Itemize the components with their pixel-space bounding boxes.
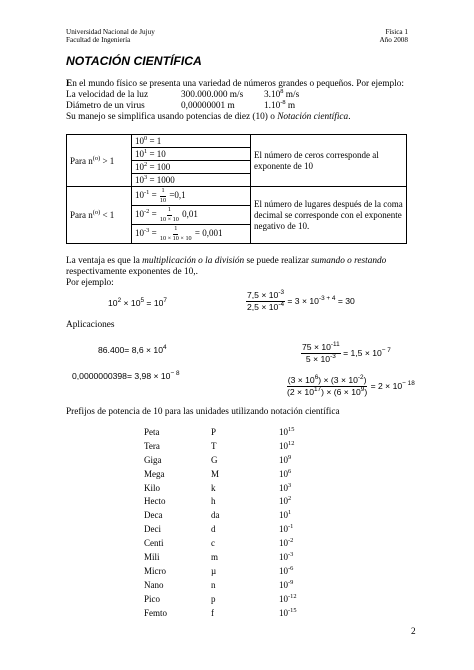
prefix-name: Centi	[144, 538, 164, 549]
prefix-name: Hecto	[144, 496, 166, 507]
prefix-power: $10^1$	[279, 509, 292, 521]
prefix-power: $10^{-2}$	[279, 537, 294, 549]
negative-description: El número de lugares después de la coma decimal se corresponde con el exponente negativo de 10.	[251, 187, 407, 244]
power-cell: $10^{-2}$ = $\frac{1}{10 \times 10}$ 0,01	[132, 206, 251, 225]
application-4: $\frac{(3 \times 10^6) \times (3 \times 10^{-2})}{(2 \times 10^{17}) \times (6 \times 10^9)}$ = $2 \times 10^{- 18}$	[287, 374, 415, 398]
prefix-symbol: M	[211, 468, 220, 479]
multiplication-example: $10^2 \times 10^5 = 10^7$	[108, 297, 167, 308]
intro-text: n el mundo físico se presenta una variedad de números grandes o pequeños. Por ejemplo:	[72, 79, 404, 89]
prefix-power: $10^6$	[279, 467, 292, 479]
power-cell: $10^{-3}$ = $\frac{1}{10 \times 10 \times 10}$ = 0,001	[132, 225, 251, 244]
power-cell: $10^1 = 10$	[132, 148, 251, 161]
prefixes-table	[144, 425, 297, 619]
prefix-row	[144, 425, 297, 439]
prefixes-title: Prefijos de potencia de 10 para las unidades utilizando notación científica	[66, 407, 340, 417]
light-speed-label: La velocidad de la luz	[66, 90, 149, 100]
prefix-name: Nano	[144, 579, 164, 590]
handling-text: Su manejo se simplifica usando potencias de diez (10) o Notación científica.	[66, 112, 351, 122]
prefix-name: Micro	[144, 565, 166, 576]
prefix-power: $10^3$	[279, 481, 292, 493]
prefix-row	[144, 453, 297, 467]
prefix-symbol: G	[211, 454, 218, 465]
prefix-row	[144, 550, 297, 564]
prefix-symbol: P	[211, 426, 217, 437]
prefix-name: Deca	[144, 510, 163, 521]
prefix-row	[144, 536, 297, 550]
positive-description: El número de ceros corresponde al exponente de 10	[251, 135, 407, 187]
prefix-name: Femto	[144, 607, 168, 618]
application-1: $86.400= 8,6 \times 10^4$	[98, 344, 167, 355]
application-3: $\frac{75 \times 10^{-11}}{5 \times 10^{-3}}$ = $1,5 \times 10^{- 7}$	[302, 341, 391, 365]
power-cell: $10^2 = 100$	[132, 161, 251, 174]
prefix-power: $10^{-9}$	[279, 578, 294, 590]
prefix-symbol: h	[211, 496, 216, 507]
dropcap: E	[66, 79, 73, 89]
light-speed-value: 300.000.000 m/s	[181, 90, 244, 100]
prefix-row	[144, 606, 297, 620]
prefix-symbol: m	[211, 551, 219, 562]
prefix-symbol: p	[211, 593, 216, 604]
prefix-power: $10^{-6}$	[279, 564, 294, 576]
prefix-row	[144, 494, 297, 508]
prefix-power: $10^{-3}$	[279, 550, 294, 562]
course-year: Año 2008	[379, 36, 408, 45]
table-row	[67, 187, 407, 206]
faculty-name: Facultad de Ingeniería	[66, 36, 131, 45]
page-number: 2	[411, 627, 416, 637]
virus-sci: $1.10^{-8}$ m	[264, 98, 296, 111]
power-cell: $10^3 = 1000$	[132, 174, 251, 187]
intro-paragraph	[66, 79, 404, 90]
prefix-row	[144, 578, 297, 592]
light-speed-sci: 3.10$^8$ m/s	[264, 87, 300, 100]
prefix-name: Kilo	[144, 482, 161, 493]
example-label: Por ejemplo:	[66, 278, 114, 288]
virus-value: 0,00000001 m	[181, 101, 235, 111]
prefix-symbol: c	[211, 538, 215, 549]
prefix-row	[144, 467, 297, 481]
prefix-symbol: k	[211, 482, 216, 493]
prefix-name: Giga	[144, 454, 162, 465]
header-left	[66, 28, 155, 45]
prefix-symbol: n	[211, 579, 216, 590]
prefix-row	[144, 564, 297, 578]
prefix-symbol: T	[211, 440, 217, 451]
virus-label: Diámetro de un virus	[66, 101, 145, 111]
power-cell: $10^{-1}$ = $\frac{1}{10}$ =0,1	[132, 187, 251, 206]
prefix-name: Tera	[144, 440, 160, 451]
prefix-symbol: f	[211, 607, 214, 618]
university-name: Universidad Nacional de Jujuy	[66, 28, 155, 36]
prefix-power: $10^{-1}$	[279, 523, 294, 535]
prefix-row	[144, 481, 297, 495]
division-example: $\frac{7,5 \times 10^{-3}}{2,5 \times 10^{-4}}$ = $3 \times 10^{-3 + 4} = 30$	[247, 289, 355, 313]
powers-of-ten-table	[66, 134, 407, 244]
prefix-power: $10^{-12}$	[279, 592, 297, 604]
power-cell: $10^0 = 1$	[132, 135, 251, 148]
prefix-row	[144, 508, 297, 522]
aplicaciones-label: Aplicaciones	[66, 320, 115, 330]
prefix-power: $10^{15}$	[279, 425, 295, 437]
page-title: NOTACIÓN CIENTÍFICA	[66, 54, 202, 68]
prefix-power: $10^{-15}$	[279, 606, 297, 618]
advantage-line-1: La ventaja es que la multiplicación o la división se puede realizar sumando o restando	[66, 256, 387, 266]
prefix-name: Peta	[144, 426, 160, 437]
prefix-name: Pico	[144, 593, 161, 604]
prefix-symbol: d	[211, 524, 216, 535]
prefix-symbol: µ	[211, 565, 217, 576]
prefix-name: Deci	[144, 524, 161, 535]
negative-label: Para $n^{(o)} < 1$	[67, 187, 132, 244]
header-right	[379, 28, 408, 45]
positive-label: Para $n^{(o)} > 1$	[67, 135, 132, 187]
table-row	[67, 135, 407, 148]
prefix-power: $10^2$	[279, 495, 292, 507]
prefix-row	[144, 439, 297, 453]
prefix-name: Mili	[144, 551, 160, 562]
prefix-row	[144, 522, 297, 536]
prefix-row	[144, 592, 297, 606]
prefix-power: $10^{12}$	[279, 439, 295, 451]
prefix-symbol: da	[211, 510, 220, 521]
course-name: Física 1	[385, 28, 408, 36]
application-2: $0,0000000398= 3,98 \times 10^{- 8}$	[72, 370, 180, 381]
advantage-line-2: respectivamente exponentes de 10,.	[66, 267, 198, 277]
prefix-power: $10^9$	[279, 453, 292, 465]
prefix-name: Mega	[144, 468, 165, 479]
